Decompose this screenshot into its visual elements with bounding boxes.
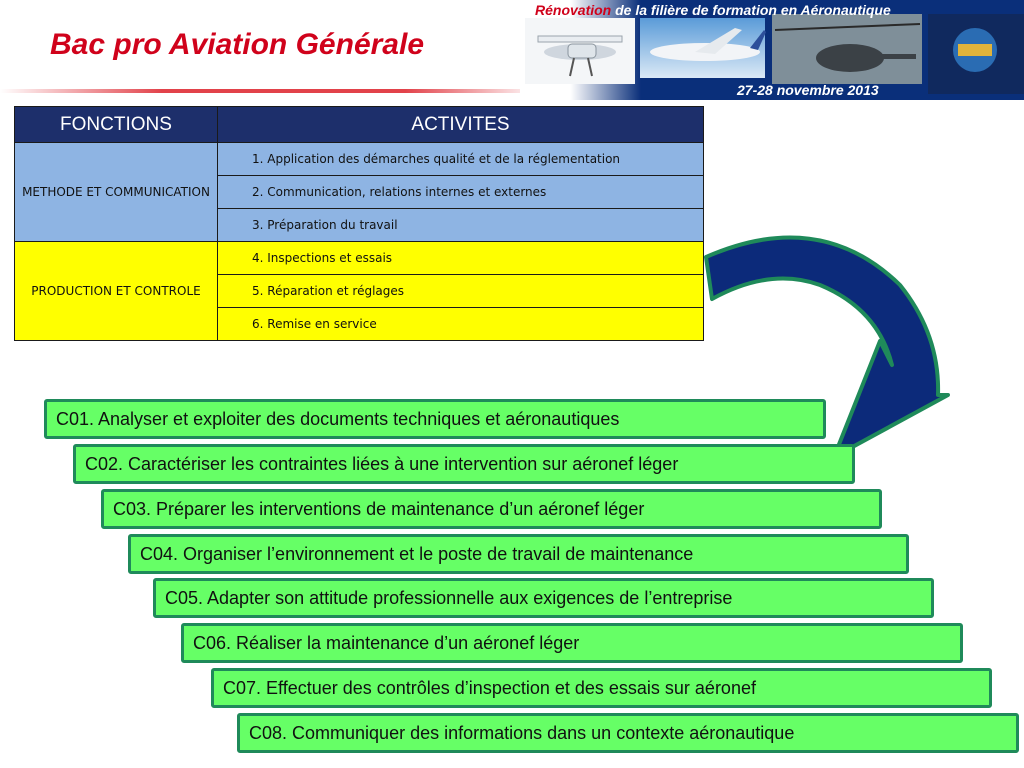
header-activites: ACTIVITES xyxy=(218,107,704,143)
banner-title-rest: de la filière de formation en Aéronautique xyxy=(611,2,891,18)
airliner-icon xyxy=(640,18,766,78)
competence-c04: C04. Organiser l’environnement et le poste de travail de maintenance xyxy=(128,534,909,574)
function-production: PRODUCTION ET CONTROLE xyxy=(15,242,218,341)
header-fonctions: FONCTIONS xyxy=(15,107,218,143)
competence-c01: C01. Analyser et exploiter des documents techniques et aéronautiques xyxy=(44,399,826,439)
table-row xyxy=(15,242,704,275)
competence-c07: C07. Effectuer des contrôles d’inspection et des essais sur aéronef xyxy=(211,668,992,708)
activity-cell: 2. Communication, relations internes et externes xyxy=(218,176,704,209)
competence-c03: C03. Préparer les interventions de maintenance d’un aéronef léger xyxy=(101,489,882,529)
light-aircraft-icon xyxy=(525,18,635,84)
banner-title xyxy=(535,2,891,18)
activity-cell: 3. Préparation du travail xyxy=(218,209,704,242)
table-row xyxy=(15,143,704,176)
competence-c08: C08. Communiquer des informations dans un contexte aéronautique xyxy=(237,713,1019,753)
table-header-row xyxy=(15,107,704,143)
activities-table xyxy=(14,106,704,341)
banner-date: 27-28 novembre 2013 xyxy=(737,82,879,98)
page-title: Bac pro Aviation Générale xyxy=(50,28,425,61)
competence-c02: C02. Caractériser les contraintes liées à une intervention sur aéronef léger xyxy=(73,444,855,484)
function-methode: METHODE ET COMMUNICATION xyxy=(15,143,218,242)
satellite-icon xyxy=(928,14,1024,94)
activity-cell: 4. Inspections et essais xyxy=(218,242,704,275)
title-underline xyxy=(0,86,540,96)
competence-c05: C05. Adapter son attitude professionnelle aux exigences de l’entreprise xyxy=(153,578,934,618)
banner-title-highlight: Rénovation xyxy=(535,2,612,18)
competence-c06: C06. Réaliser la maintenance d’un aéronef léger xyxy=(181,623,963,663)
activity-cell: 6. Remise en service xyxy=(218,308,704,341)
helicopter-icon xyxy=(772,14,922,84)
activity-cell: 5. Réparation et réglages xyxy=(218,275,704,308)
activity-cell: 1. Application des démarches qualité et de la réglementation xyxy=(218,143,704,176)
